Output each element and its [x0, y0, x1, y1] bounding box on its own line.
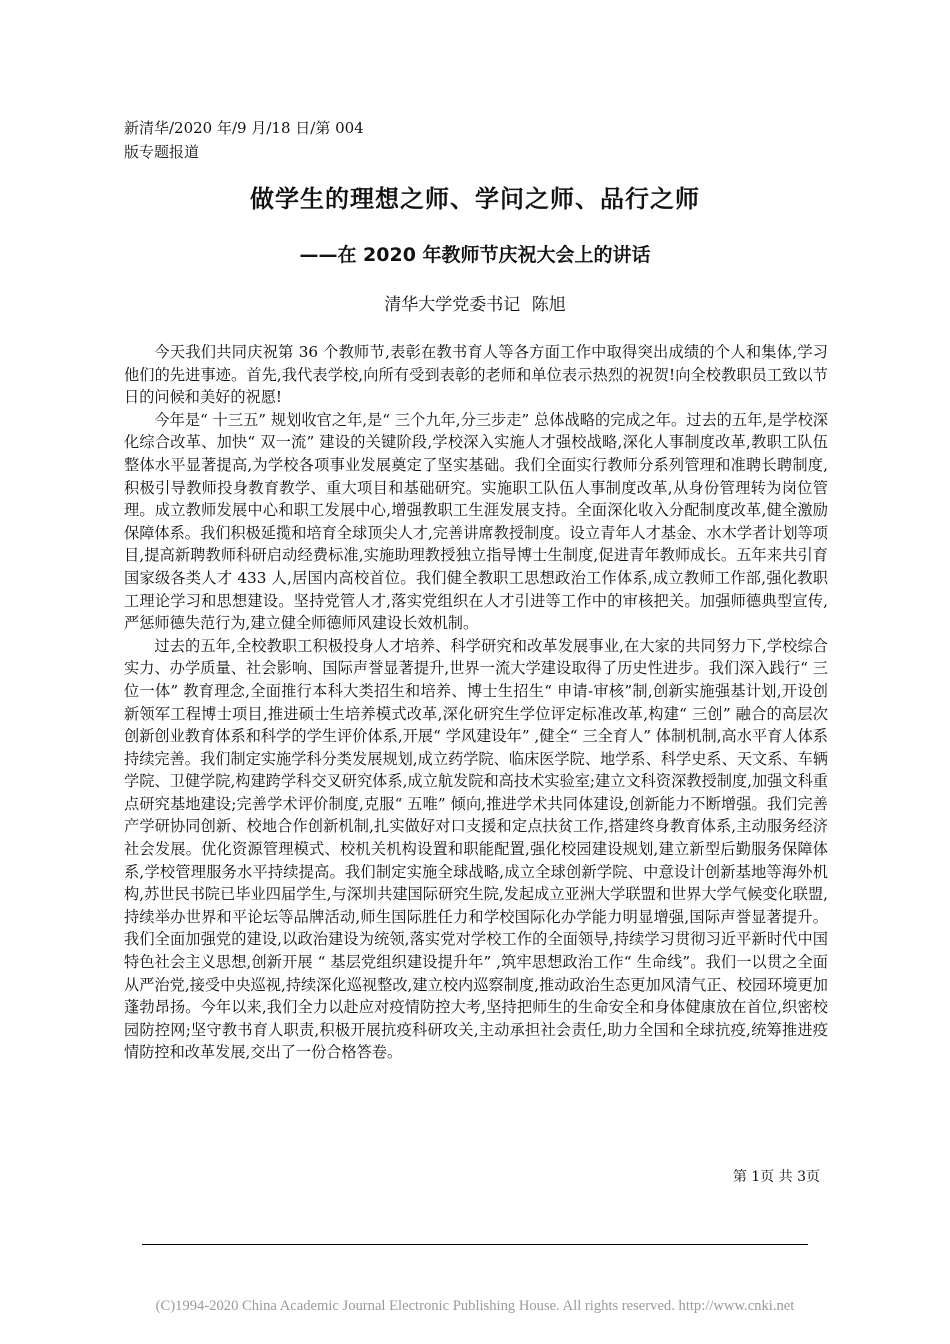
source-line-2: 版专题报道 — [124, 143, 200, 161]
article-subtitle: ——在 2020 年教师节庆祝大会上的讲话 — [299, 244, 651, 266]
author-line: 清华大学党委书记 陈旭 — [384, 295, 566, 315]
article-title: 做学生的理想之师、学问之师、品行之师 — [250, 185, 700, 213]
copyright-notice: (C)1994-2020 China Academic Journal Electronic Publishing House. All rights reserved. http://www.cnki.net — [155, 1298, 795, 1314]
page-number: 第 1页 共 3页 — [732, 1169, 820, 1185]
body-paragraph: 今年是“ 十三五” 规划收官之年,是“ 三个九年,分三步走” 总体战略的完成之年。过去的五年,是学校深化综合改革、加快“ 双一流” 建设的关键阶段,学校深入实施人才强校战略,深化人事制度改革,教职工队伍整体水平显著提高,为学校各项事业发展奠定了坚实基础。我们全面实行教师分系列管理和准聘长聘制度,积极引导教师投身教育教学、重大项目和基础研究。实施职工队伍人事制度改革,从身份管理转为岗位管理。成立教师发展中心和职工发展中心,增强教职工生涯发展支持。全面深化收入分配制度改革,健全激励保障体系。我们积极延揽和培育全球顶尖人才,完善讲席教授制度。设立青年人才基金、水木学者计划等项目,提高新聘教师科研启动经费标准,实施助理教授独立指导博士生制度,促进青年教师成长。五年来共引育国家级各类人才 433 人,居国内高校首位。我们健全教职工思想政治工作体系,成立教师工作部,强化教职工理论学习和思想建设。坚持党管人才,落实党组织在人才引进等工作中的审核把关。加强师德典型宣传,严惩师德失范行为,建立健全师德师风建设长效机制。 — [124, 410, 828, 633]
source-line-1: 新清华/2020 年/9 月/18 日/第 004 — [124, 119, 364, 137]
body-paragraph: 过去的五年,全校教职工积极投身人才培养、科学研究和改革发展事业,在大家的共同努力下,学校综合实力、办学质量、社会影响、国际声誉显著提升,世界一流大学建设取得了历史性进步。我们深入践行“ 三位一体” 教育理念,全面推行本科大类招生和培养、博士生招生“ 申请-审核”制,创新实施强基计划,开设创新领军工程博士项目,推进硕士生培养模式改革,深化研究生学位评定标准改革,构建“ 三创” 融合的高层次创新创业教育体系和科学的学生评价体系,开展“ 学风建设年” ,健全“ 三全育人” 体制机制,高水平育人体系持续完善。我们制定实施学科分类发展规划,成立药学院、临床医学院、地学系、科学史系、天文系、车辆学院、卫健学院,构建跨学科交叉研究体系,成立航发院和高技术实验室;建立文科资深教授制度,加强文科重点研究基地建设;完善学术评价制度,克服“ 五唯” 倾向,推进学术共同体建设,创新能力不断增强。我们完善产学研协同创新、校地合作创新机制,扎实做好对口支援和定点扶贫工作,搭建终身教育体系,主动服务经济社会发展。优化资源管理模式、校机关机构设置和职能配置,强化校园建设规划,建立新型后勤服务保障体系,学校管理服务水平持续提高。我们制定实施全球战略,成立全球创新学院、中意设计创新基地等海外机构,苏世民书院已毕业四届学生,与深圳共建国际研究生院,发起成立亚洲大学联盟和世界大学气候变化联盟,持续举办世界和平论坛等品牌活动,师生国际胜任力和学校国际化办学能力明显增强,国际声誉显著提升。我们全面加强党的建设,以政治建设为统领,落实党对学校工作的全面领导,持续学习贯彻习近平新时代中国特色社会主义思想,创新开展 “ 基层党组织建设提升年” ,筑牢思想政治工作“ 生命线”。我们一以贯之全面从严治党,接受中央巡视,持续深化巡视整改,建立校内巡察制度,推动政治生态更加风清气正、校园环境更加蓬勃昂扬。今年以来,我们全力以赴应对疫情防控大考,坚持把师生的生命安全和身体健康放在首位,织密校园防控网;坚守教书育人职责,积极开展抗疫科研攻关,主动承担社会责任,助力全国和全球抗疫,统筹推进疫情防控和改革发展,交出了一份合格答卷。 — [124, 636, 828, 1062]
article-body — [124, 341, 828, 1064]
source-info — [124, 116, 384, 164]
footer-divider — [142, 1244, 808, 1245]
body-paragraph: 今天我们共同庆祝第 36 个教师节,表彰在教书育人等各方面工作中取得突出成绩的个人和集体,学习他们的先进事迹。首先,我代表学校,向所有受到表彰的老师和单位表示热烈的祝贺!向全校教职员工致以节日的问候和美好的祝愿! — [124, 343, 828, 407]
